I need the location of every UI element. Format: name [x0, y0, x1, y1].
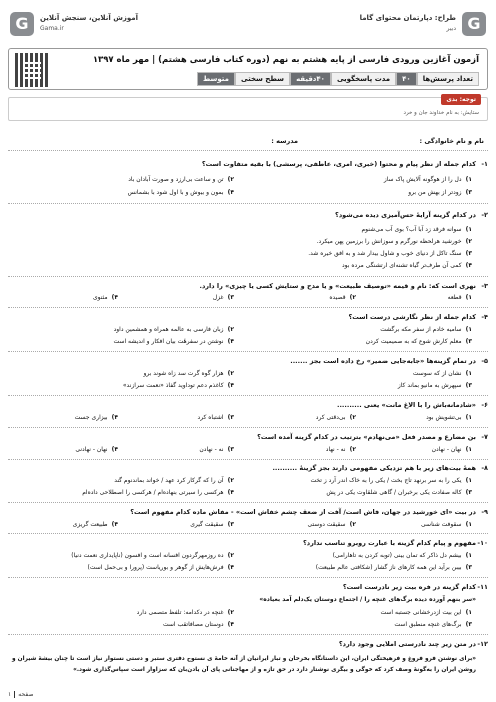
- option[interactable]: ۴)نوشتن در سفرهٔت بیان افکار و اندیشه است: [113, 338, 234, 345]
- question-number: ۱۱-: [477, 583, 488, 591]
- meta-duration-value: ۴۰دقیقه: [290, 72, 331, 86]
- divider: [8, 203, 488, 204]
- option[interactable]: ۳)سقیقت گیری: [190, 521, 234, 528]
- question-number: ۵-: [481, 357, 488, 365]
- option[interactable]: ۱)یکی را به سر برنهد تاج بخت / یکی را به خاک اندر آرد ز تخت: [310, 477, 472, 484]
- page-header: [8, 10, 488, 40]
- gama-logo-icon: G: [462, 12, 486, 36]
- school-field-label: مدرسه :: [271, 137, 298, 145]
- question-stem: در تمام گزینه‌ها «جابه‌جایی ضمیر» رخ داده است بجز .......: [290, 357, 476, 365]
- meta-questions-value: ۴۰: [396, 72, 417, 86]
- option[interactable]: ۱)نهان - نهادن: [431, 446, 472, 453]
- option[interactable]: ۲)سقیقت دوستی: [307, 521, 356, 528]
- question-number: ۱۲-: [477, 640, 488, 648]
- option[interactable]: ۱)بیشم دل ذاکر که تمان بینی (توبه کردن به تاهارامی): [332, 552, 472, 559]
- option[interactable]: ۱)سقوفت شناسی: [421, 521, 472, 528]
- footer-separator: [14, 691, 15, 698]
- option[interactable]: ۴)بیزاری جست: [74, 414, 118, 421]
- question-number: ۱۰-: [477, 539, 488, 547]
- notice-tag: توجه: بدی: [441, 94, 481, 105]
- page-footer: [8, 691, 33, 698]
- question-stem: کدام جمله از نظر نگارشی درست است؟: [348, 313, 476, 321]
- designer-label: طراح: دپارتمان محتوای گاما: [359, 14, 456, 22]
- question-number: ۱-: [481, 160, 488, 168]
- option[interactable]: ۱)دل را از هوگونه آلایش پاک ساز: [383, 176, 472, 183]
- divider: [8, 150, 488, 151]
- option[interactable]: ۲)ده روزمهرگردون افسانه است و افسون (ناپایداری نعمت دنیا): [71, 552, 234, 559]
- question-number: ۴-: [481, 313, 488, 321]
- divider: [8, 395, 488, 396]
- option[interactable]: ۲)نه - نهاد: [325, 446, 356, 453]
- option[interactable]: ۱)نشان از که سوست: [412, 370, 472, 377]
- option[interactable]: ۱)قطعه: [447, 294, 472, 301]
- notice-text: ستایش: به نام خداوند جان و خرد: [403, 110, 479, 116]
- page-label: صفحه: [18, 691, 34, 698]
- exam-title-box: [8, 48, 488, 90]
- meta-questions-label: تعداد پرسش‌ها: [417, 72, 479, 86]
- question-number: ۷-: [481, 433, 488, 441]
- option[interactable]: ۲)خورشید هرلحظه نورگرم و سوزانش را برزمین پهن میکرد.: [316, 238, 472, 245]
- option[interactable]: ۱)سامیه خادم از سفر مکه برگشت: [380, 326, 472, 333]
- option[interactable]: ۲)غنچه در دکدامه: تلفظ متصمی دارد: [136, 609, 234, 616]
- question-stem: در کدام گزینه آرایهٔ حس‌آمیزی دیده می‌شود؟: [335, 211, 476, 219]
- question-verse: «سر بنهم آورده دیده برگ‌های غنچه را / اجتماع دوستان یک‌دلم آمد بعیاده»: [259, 596, 476, 603]
- question-stem: بن مضارع و مصدر فعل «می‌نهادم» بترتیب در کدام گزینه آمده است؟: [257, 433, 476, 441]
- option[interactable]: ۱)سوانه فرقد زد آبا آب؟ بوی آب می‌شنوم: [361, 226, 472, 233]
- name-field-label: نام و نام خانوادگی :: [419, 137, 484, 145]
- divider: [8, 502, 488, 503]
- exam-meta: [197, 72, 479, 86]
- question-stem: همهٔ بیت‌های زیر با هم تزدیکی مفهومی دارند بجز گزینهٔ ..........: [272, 464, 476, 472]
- option[interactable]: ۳)نه - نهادن: [199, 446, 234, 453]
- option[interactable]: ۳)سنگ تاکل از دنیای خوب و شاول بیدار شد و به افق خیره شد.: [308, 250, 472, 257]
- site-url[interactable]: Gama.ir: [40, 25, 64, 32]
- option[interactable]: ۲)قصیده: [329, 294, 356, 301]
- option[interactable]: ۴)دوستان مصافاتقب است: [162, 621, 234, 628]
- question-number: ۸-: [481, 464, 488, 472]
- option[interactable]: ۳)زودتر از بهش من برو: [408, 189, 472, 196]
- option[interactable]: ۴)کمی آن طرف‌تر گیاه تشنه‌ای ارتشنگی مرده بود: [341, 262, 472, 269]
- tagline: آموزش آنلاین، سنجش آنلاین: [40, 14, 139, 22]
- option[interactable]: ۲)تن و ساعت بی‌ارزد و صورت آبادان باد: [128, 176, 234, 183]
- option[interactable]: ۴)هرکسی را سیرتی بنهاده‌ام / هرکسی را اصطلاحی داده‌ام: [82, 489, 234, 496]
- question-stem: «شادمانه‌باش را با الاغ مانت» یعنی ..........: [336, 401, 476, 409]
- option[interactable]: ۲)بی‌دقتی کرد: [315, 414, 356, 421]
- option[interactable]: ۴)کاغذم دعم توداوید گفاذ «نعمت سرازند»: [122, 382, 234, 389]
- option[interactable]: ۴)نهان - نهادنی: [75, 446, 118, 453]
- question-stem: مفهوم و پیام کدام گزینه با عبارت روبرو تناسب ندارد؟: [303, 539, 476, 547]
- notice-box: [8, 97, 488, 121]
- question-stem: در متن زیر چند نادرستی املایی وجود دارد؟: [338, 640, 476, 648]
- exam-title: آزمون آغازین ورودی فارسی از پایه هشتم به نهم (دوره کتاب فارسی هشتم) | مهر ماه ۱۳۹۷: [92, 55, 479, 65]
- option[interactable]: ۳)اشتباه کرد: [197, 414, 234, 421]
- option[interactable]: ۳)بیبن برآید این همه کارهای ناز گشار (شکافتی عالم طبیعت): [315, 564, 472, 571]
- meta-duration-label: مدت پاسخگویی: [331, 72, 396, 86]
- question-stem: در بیت «ای خورشید در جهان، فاش است/ آفت از ضعف چشم خفاش است» - مفاش ماده کدام مفهوم است؟: [130, 508, 476, 516]
- question-number: ۲-: [481, 211, 488, 219]
- meta-difficulty-label: سطح سختی: [235, 72, 290, 86]
- option[interactable]: ۲)زبان فارسی به عالمه همراه و همشمین داود: [113, 326, 234, 333]
- option[interactable]: ۴)مثنوی: [92, 294, 118, 301]
- question-number: ۶-: [481, 401, 488, 409]
- question-stem: کدام جمله از نظر پیام و محتوا (خبری، امری، عاطفی، پرسشی) با بقیه متفاوت است؟: [201, 160, 476, 168]
- question-number: ۳-: [481, 282, 488, 290]
- question-stem: کدام گزینه در فره بیت زیر نادرست است؟: [342, 583, 476, 591]
- question-passage: «برای نوشتن فرو فروغ و فرهیختگی ایران، این داستانگاه بخرحان و تبار ایرانیان از آنه خامهٔ ی نستوح دفتری ستبر و دستی نستوار نیاز است تا چنان بیشهٔ شیران و روشن ایران را به‌گونهٔ وصف کرد که خوگی و بیگری نوشتار دارد در حق تازه و از مهاجنانی پای آن یادن‌بان که سزاوار است سپاس‌گذاری شود.»: [12, 656, 476, 673]
- question-number: ۹-: [481, 508, 488, 516]
- option[interactable]: ۱)این بیت ازدرخشانی جستبه است: [380, 609, 472, 616]
- question-stem: نهری است که: نام و قیمه «توصیف طبیعت» و یا مدح و ستایش کسی یا چیزی» را دارد.: [199, 282, 476, 290]
- option[interactable]: ۲)هزار گوه گرت سد زاه شوند برو: [143, 370, 234, 377]
- divider: [8, 634, 488, 635]
- option[interactable]: ۲)آن را که گرکار کرد عهد / خواند بماندنوم گند: [114, 477, 234, 484]
- qr-code-icon: [15, 53, 49, 87]
- divider: [8, 307, 488, 308]
- divider: [8, 351, 488, 352]
- option[interactable]: ۴)فرش‌هایش از گوهر و بوریاست (پرورا و بی‌حمل است): [87, 564, 234, 571]
- divider: [8, 427, 488, 428]
- teacher-label: دبیر: [446, 25, 456, 32]
- option[interactable]: ۳)برگ‌های غنچه منطبق است: [394, 621, 472, 628]
- option[interactable]: ۳)کاله صفادت یکی برخبران / گاهی شلقاوت یکی در پش: [326, 489, 472, 496]
- divider: [8, 533, 488, 534]
- page-number: ۱: [8, 691, 12, 698]
- divider: [8, 459, 488, 460]
- divider: [8, 577, 488, 578]
- option[interactable]: ۳)غزل: [212, 294, 234, 301]
- option[interactable]: ۳)سپهرش به مانیو بماند کاز: [397, 382, 472, 389]
- gama-logo-icon-left: G: [10, 12, 34, 36]
- option[interactable]: ۳)معلم کارش شوع که به صمیمیت کردن: [365, 338, 472, 345]
- option[interactable]: ۴)طبیعت گریزی: [72, 521, 118, 528]
- divider: [8, 276, 488, 277]
- option[interactable]: ۱)بی‌تشویش بود: [426, 414, 472, 421]
- meta-difficulty-value: متوسط: [197, 72, 235, 86]
- option[interactable]: ۴)بمون و بیوش و با اول شود با بشمانس: [127, 189, 234, 196]
